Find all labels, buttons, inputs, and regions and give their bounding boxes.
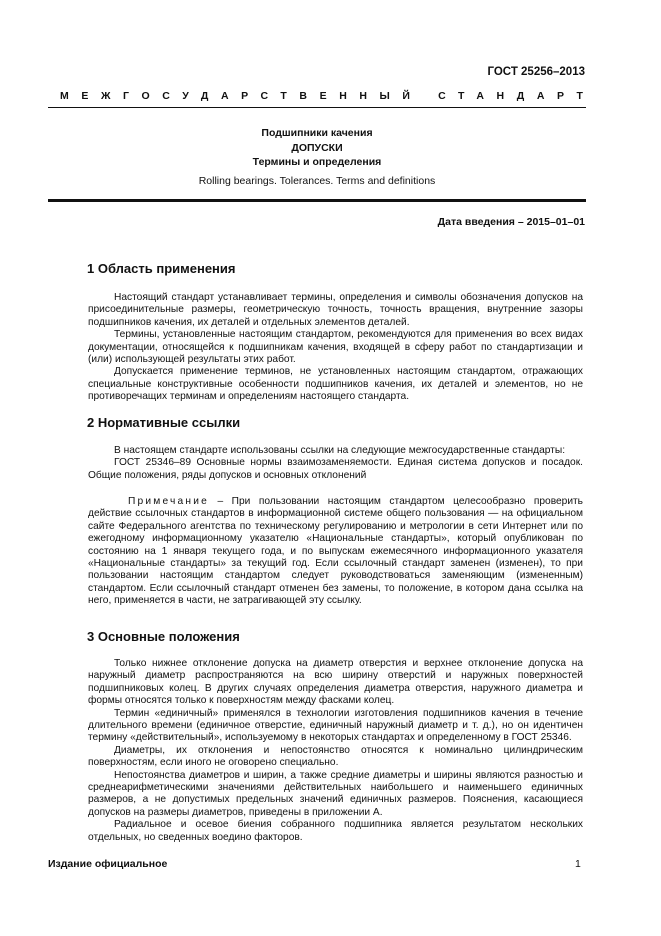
paragraph: Термин «единичный» применялся в технологии изготовления подшипников качения в течение длительного времени (единичное отверстие, единичный наружный диаметр и т. д.), но он идентичен термину «действительный», используемому в некоторых стандартах и определенному в ГОСТ 25346.: [88, 707, 583, 744]
title-rule: [48, 199, 586, 202]
paragraph: ГОСТ 25346–89 Основные нормы взаимозаменяемости. Единая система допусков и посадок. Общие положения, ряды допусков и основных отклонений: [88, 457, 583, 481]
title-line-3: Термины и определения: [252, 156, 382, 168]
paragraph: Настоящий стандарт устанавливает термины, определения и символы обозначения допусков на присоединительные размеры, геометрическую точность, точность вращения, внутренние зазоры подшипников качения, их деталей и отдельных элементов деталей.: [88, 292, 583, 328]
note-text: – При пользовании настоящим стандартом целесообразно проверить действие ссылочных стандартов в информационной системе общего пользования — на официальном сайте Федерального агентства по техническому регулированию и метрологии в сети Интернет или по ежегодному информационному указателю «Национальные стандарты», который опубликован по состоянию на 1 января текущего года, и по выпускам ежемесячного информационного указателя «Национальные стандарты» за текущий год. Если ссылочный стандарт заменен (изменен), то при пользовании настоящим стандартом следует руководствоваться заменяющим (измененным) стандартом. Если ссылочный стандарт отменен без замены, то положение, в котором дана ссылка на него, применяется в части, не затрагивающей эту ссылку.: [88, 496, 583, 607]
section-3-heading: 3 Основные положения: [87, 629, 240, 644]
english-title: Rolling bearings. Tolerances. Terms and definitions: [198, 175, 436, 187]
section-2-note: [88, 496, 583, 608]
interstate-standard-banner: МЕЖГОСУДАРСТВЕННЫЙ СТАНДАРТ: [60, 90, 596, 102]
paragraph: В настоящем стандарте использованы ссылки на следующие межгосударственные стандарты:: [114, 445, 566, 456]
paragraph: Непостоянства диаметров и ширин, а также средние диаметры и ширины являются разностью и среднеарифметическими значениями действительных наибольшего и наименьшего единичных размеров, а не допустимых предельных значений единичных размеров. Пояснения, касающиеся допусков на размеры диаметров, приведены в приложении А.: [88, 769, 583, 818]
title-block: [48, 126, 586, 170]
gost-number: ГОСТ 25256–2013: [487, 66, 585, 78]
section-2-heading: 2 Нормативные ссылки: [87, 415, 241, 430]
introduction-date: Дата введения – 2015–01–01: [437, 216, 585, 228]
paragraph: Только нижнее отклонение допуска на диаметр отверстия и верхнее отклонение допуска на наружный диаметр распространяются на всю ширину отверстий и наружных поверхностей подшипниковых колец. В других случаях определения диаметра отверстия, наружного диаметра и формы относятся только к поверхностям между фасками колец.: [88, 658, 583, 707]
section-3-body: [88, 658, 583, 844]
paragraph: Термины, установленные настоящим стандартом, рекомендуются для применения во всех видах документации, относящейся к подшипникам качения, входящей в сферу работ по стандартизации и (или) использующей результаты этих работ.: [88, 329, 583, 366]
paragraph: Допускается применение терминов, не установленных настоящим стандартом, отражающих специальные конструктивные особенности подшипников качения, их деталей и элементов, но не противоречащих терминам и определениям настоящего стандарта.: [88, 366, 583, 403]
section-1-heading: 1 Область применения: [87, 261, 236, 276]
note-paragraph: [88, 496, 583, 608]
section-2-body: [88, 445, 583, 482]
section-1-body: [88, 292, 583, 404]
paragraph: Диаметры, их отклонения и непостоянство относятся к номинально цилиндрическим поверхностям, если иного не оговорено специально.: [88, 744, 583, 769]
page-number: 1: [575, 858, 581, 870]
top-rule: [48, 107, 586, 108]
title-line-1: Подшипники качения: [261, 127, 373, 139]
paragraph: Радиальное и осевое биения собранного подшипника является результатом нескольких отдельных, но сведенных воедино факторов.: [88, 819, 583, 843]
note-label: Примечание: [128, 496, 209, 507]
official-edition-label: Издание официальное: [48, 858, 168, 870]
title-line-2: ДОПУСКИ: [291, 141, 343, 154]
